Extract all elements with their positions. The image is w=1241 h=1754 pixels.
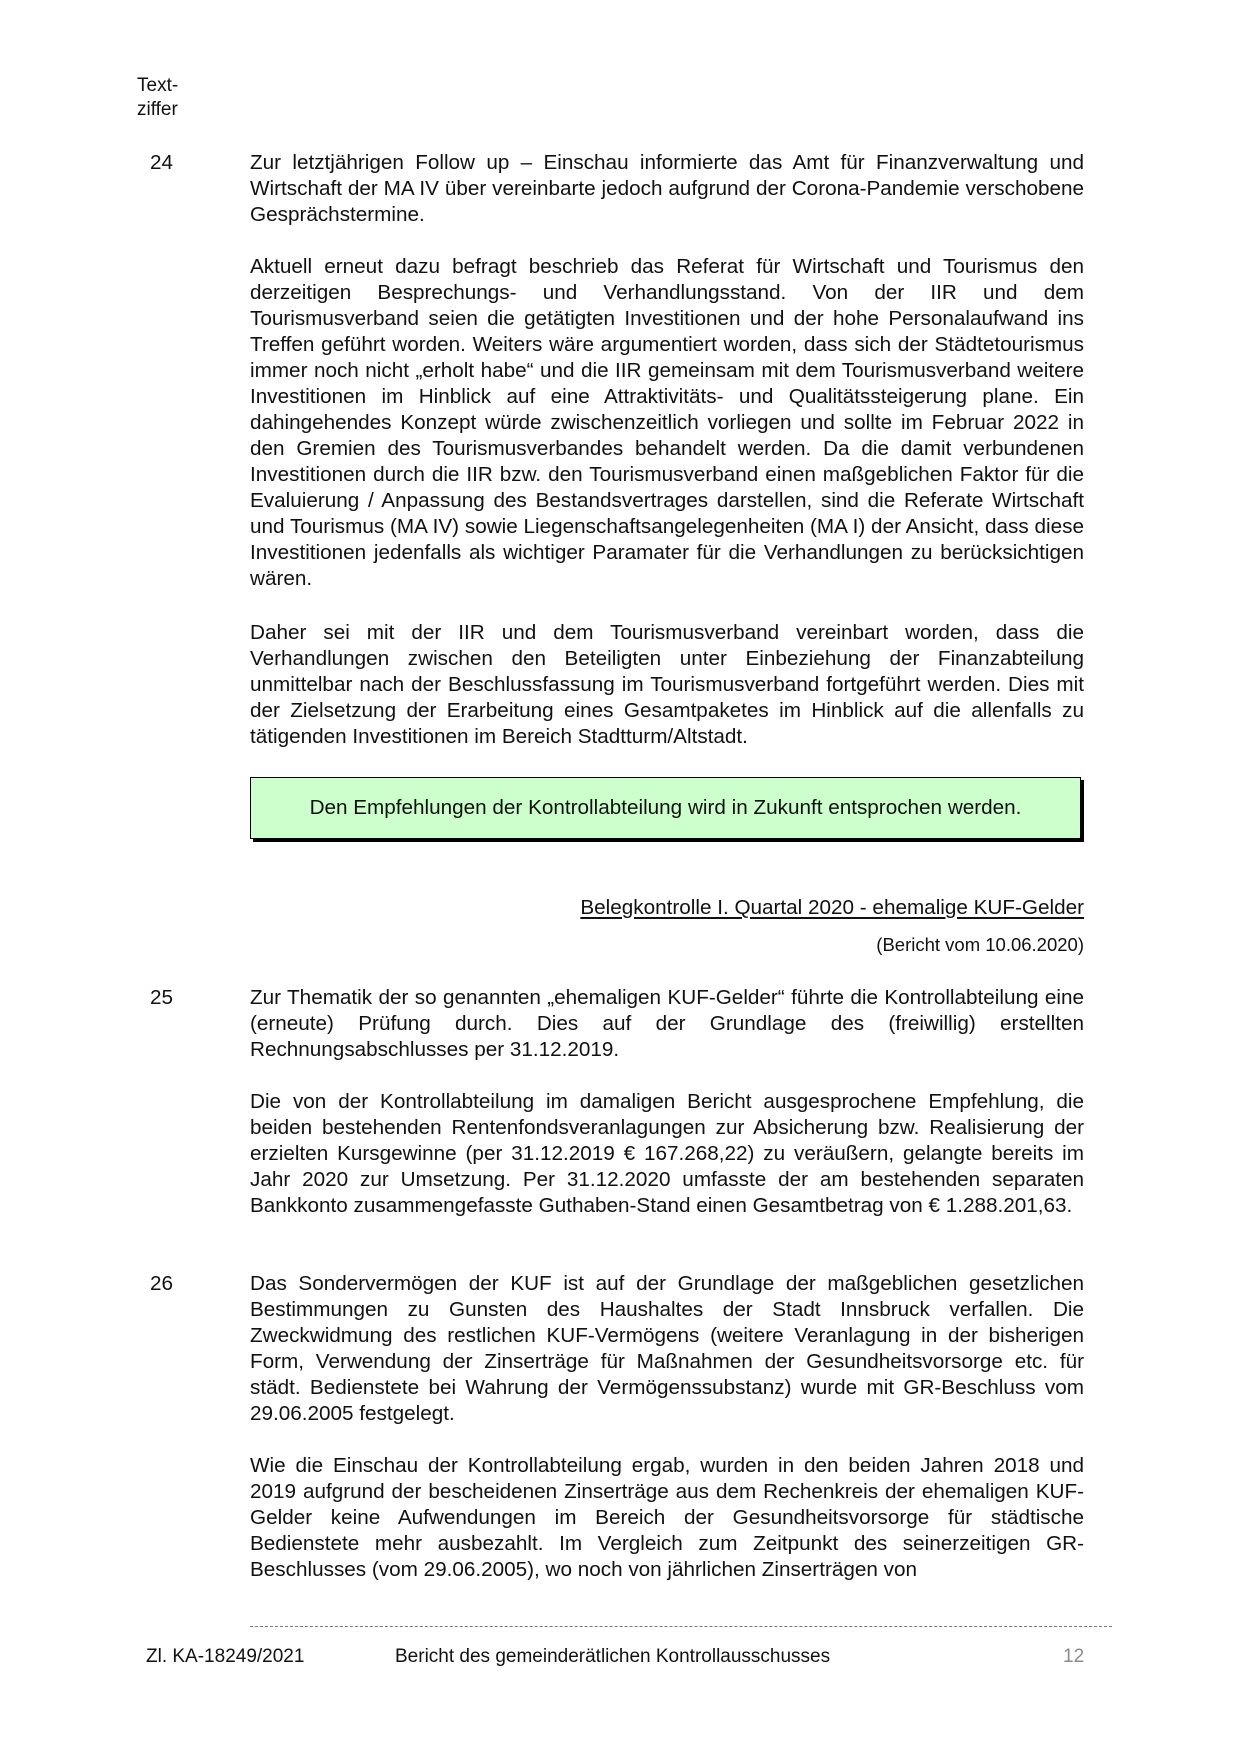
paragraph-text: Wie die Einschau der Kontrollabteilung ergab, wurden in den beiden Jahren 2018 und 2019 aufgrund der bescheidenen Zinserträge aus dem Rechenkreis der ehemaligen KUF-Gelder keine Aufwendungen im Bereich der Gesundheitsvorsorge für städtische Bedienstete mehr ausbezahlt. Im Vergleich zum Zeitpunkt des seinerzeitigen GR-Beschlusses (vom 29.06.2005), wo noch von jährlichen Zinserträgen von <box>250 1454 1084 1581</box>
paragraph-number-25: 25 <box>150 986 174 1009</box>
section-25-para-1 <box>250 985 1084 1063</box>
footer-divider <box>250 1626 1112 1627</box>
section-24-para-1 <box>250 150 1084 228</box>
footer-reference: Zl. KA-18249/2021 <box>146 1646 305 1667</box>
paragraph-text: Daher sei mit der IIR und dem Tourismusverband vereinbart worden, dass die Verhandlungen zwischen den Beteiligten unter Einbeziehung der Finanzabteilung unmittelbar nach der Beschlussfassung im Tourismusverband fortgeführt werden. Dies mit der Zielsetzung der Erarbeitung eines Gesamtpaketes im Hinblick auf die allenfalls zu tätigenden Investitionen im Bereich Stadtturm/Altstadt. <box>250 621 1084 748</box>
section-heading-subtitle: (Bericht vom 10.06.2020) <box>876 934 1084 955</box>
section-24-para-3 <box>250 620 1084 750</box>
callout-text: Den Empfehlungen der Kontrollabteilung wird in Zukunft entsprochen werden. <box>309 796 1022 819</box>
paragraph-text: Zur letztjährigen Follow up – Einschau informierte das Amt für Finanzverwaltung und Wirtschaft der MA IV über vereinbarte jedoch aufgrund der Corona-Pandemie verschobene Gesprächstermine. <box>250 151 1084 226</box>
margin-heading-line1: Text- <box>137 75 179 96</box>
paragraph-text: Aktuell erneut dazu befragt beschrieb das Referat für Wirtschaft und Tourismus den derzeitigen Besprechungs- und Verhandlungsstand. Von der IIR und dem Tourismusverband seien die getätigten Investitionen und der hohe Personalaufwand ins Treffen geführt worden. Weiters wäre argumentiert worden, dass sich der Städtetourismus immer noch nicht „erholt habe“ und die IIR gemeinsam mit dem Tourismusverband weitere Investitionen im Hinblick auf eine Attraktivitäts- und Qualitätssteigerung plane. Ein dahingehendes Konzept würde zwischenzeitlich vorliegen und sollte im Februar 2022 in den Gremien des Tourismusverbandes behandelt werden. Da die damit verbundenen Investitionen durch die IIR bzw. den Tourismusverband einen maßgeblichen Faktor für die Evaluierung / Anpassung des Bestandsvertrages darstellen, sind die Referate Wirtschaft und Tourismus (MA IV) sowie Liegenschaftsangelegenheiten (MA I) der Ansicht, dass diese Investitionen jedenfalls als wichtiger Paramater für die Verhandlungen zu berücksichtigen wären. <box>250 255 1084 590</box>
section-24-para-2 <box>250 254 1084 592</box>
margin-heading <box>137 74 217 122</box>
paragraph-number-24: 24 <box>150 151 174 174</box>
page-number: 12 <box>1063 1646 1085 1667</box>
recommendation-callout <box>250 777 1081 839</box>
margin-heading-line2: ziffer <box>137 99 178 120</box>
section-heading-title: Belegkontrolle I. Quartal 2020 - ehemalige KUF-Gelder <box>580 896 1084 919</box>
section-26-para-2 <box>250 1453 1084 1583</box>
paragraph-text: Die von der Kontrollabteilung im damaligen Bericht ausgesprochene Empfehlung, die beiden bestehenden Rentenfondsveranlagungen zur Absicherung bzw. Realisierung der erzielten Kursgewinne (per 31.12.2019 € 167.268,22) zu veräußern, gelangte bereits im Jahr 2020 zur Umsetzung. Per 31.12.2020 umfasste der am bestehenden separaten Bankkonto zusammengefasste Guthaben-Stand einen Gesamtbetrag von € 1.288.201,63. <box>250 1090 1084 1217</box>
paragraph-text: Das Sondervermögen der KUF ist auf der Grundlage der maßgeblichen gesetzlichen Bestimmungen zu Gunsten des Haushaltes der Stadt Innsbruck verfallen. Die Zweckwidmung des restlichen KUF-Vermögens (weitere Veranlagung in der bisherigen Form, Verwendung der Zinserträge für Maßnahmen der Gesundheitsvorsorge etc. für städt. Bedienstete bei Wahrung der Vermögenssubstanz) wurde mit GR-Beschluss vom 29.06.2005 festgelegt. <box>250 1272 1084 1425</box>
section-26-para-1 <box>250 1271 1084 1427</box>
footer-title: Bericht des gemeinderätlichen Kontrollausschusses <box>395 1646 831 1667</box>
paragraph-text: Zur Thematik der so genannten „ehemaligen KUF-Gelder“ führte die Kontrollabteilung eine (erneute) Prüfung durch. Dies auf der Grundlage des (freiwillig) erstellten Rechnungsabschlusses per 31.12.2019. <box>250 986 1084 1061</box>
paragraph-number-26: 26 <box>150 1272 174 1295</box>
section-25-para-2 <box>250 1089 1084 1219</box>
